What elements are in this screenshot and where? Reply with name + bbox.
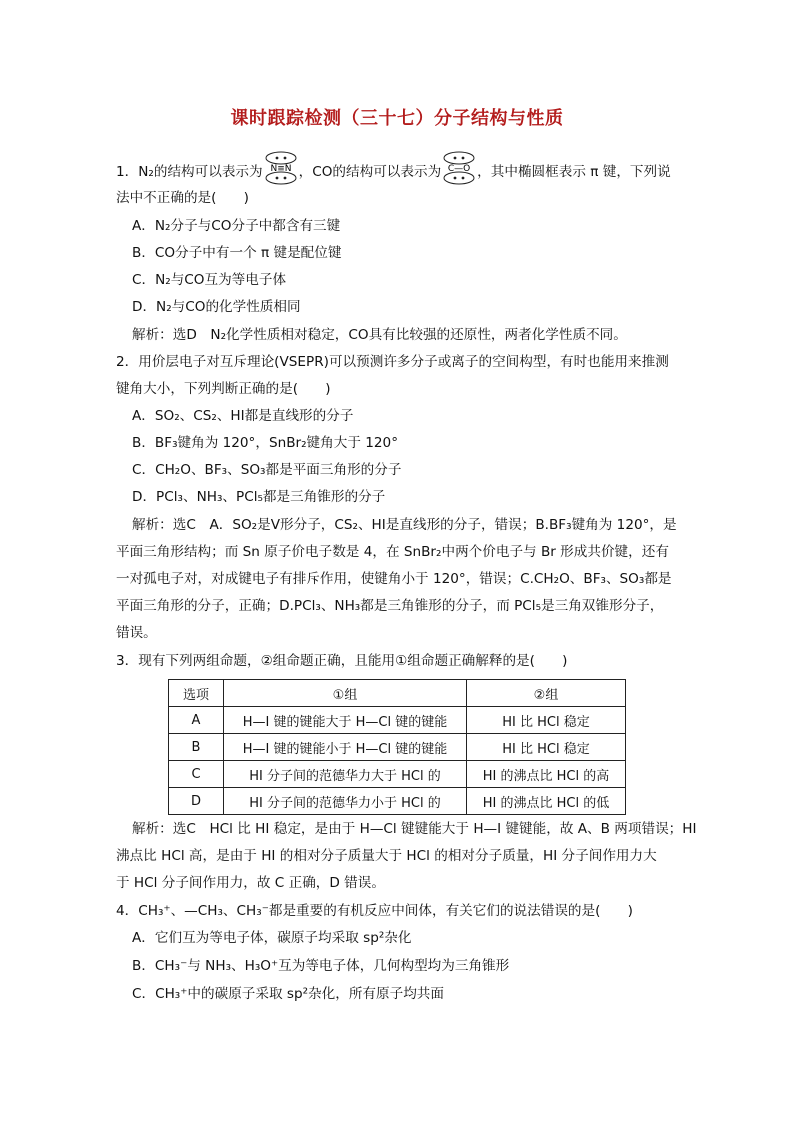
q3-explanation-line2: 沸点比 HCl 高，是由于 HI 的相对分子质量大于 HCl 的相对分子质量，HI 分子间作用力大 (116, 848, 657, 864)
q1-explanation: 解析：选D N₂化学性质相对稳定，CO具有比较强的还原性，两者化学性质不同。 (132, 327, 627, 343)
q2-option-d: D．PCl₃、NH₃、PCl₅都是三角锥形的分子 (132, 489, 386, 505)
q3-table-header-row (169, 680, 626, 707)
q2-option-b: B．BF₃键角为 120°，SnBr₂键角大于 120° (132, 435, 399, 451)
q2-stem-line1: 2．用价层电子对互斥理论(VSEPR)可以预测许多分子或离子的空间构型，有时也能用来推测 (116, 354, 669, 370)
table-row (169, 734, 626, 761)
q3-cell-group1: HI 分子间的范德华力大于 HCl 的 (224, 761, 467, 788)
q4-stem: 4．CH₃⁺、—CH₃、CH₃⁻都是重要的有机反应中间体，有关它们的说法错误的是( ) (116, 903, 633, 919)
q1-stem-part1: 1．N₂的结构可以表示为 (116, 164, 263, 180)
q1-stem-line2: 法中不正确的是( ) (116, 190, 249, 206)
q3-header-group2: ②组 (467, 680, 626, 707)
co-pi-ellipse-top (444, 152, 474, 164)
q1-stem-part2: ，CO的结构可以表示为 (298, 164, 442, 180)
q3-cell-label: A (169, 707, 224, 734)
q2-option-c: C．CH₂O、BF₃、SO₃都是平面三角形的分子 (132, 462, 402, 478)
q3-cell-group1: HI 分子间的范德华力小于 HCl 的 (224, 788, 467, 815)
n2-pi-ellipse-top (266, 152, 296, 164)
q2-option-a: A．SO₂、CS₂、HI都是直线形的分子 (132, 408, 354, 424)
page-title: 课时跟踪检测（三十七）分子结构与性质 (230, 108, 564, 129)
table-row (169, 788, 626, 815)
q1-stem-line1 (116, 162, 684, 181)
q3-cell-label: C (169, 761, 224, 788)
q3-cell-group2: HI 比 HCl 稳定 (467, 734, 626, 761)
q4-option-c: C．CH₃⁺中的碳原子采取 sp²杂化，所有原子均共面 (132, 986, 444, 1002)
q3-header-group1: ①组 (224, 680, 467, 707)
q4-option-a: A．它们互为等电子体，碳原子均采取 sp²杂化 (132, 930, 412, 946)
q3-table (168, 679, 626, 815)
q2-explanation-line3: 一对孤电子对，对成键电子有排斥作用，使键角小于 120°，错误；C.CH₂O、BF₃、SO₃都是 (116, 571, 672, 587)
q1-option-d: D．N₂与CO的化学性质相同 (132, 299, 301, 315)
q3-cell-label: B (169, 734, 224, 761)
co-structure-diagram (442, 162, 476, 180)
n2-structure-svg (264, 150, 298, 184)
q3-stem: 3．现有下列两组命题，②组命题正确，且能用①组命题正确解释的是( ) (116, 653, 568, 669)
q2-explanation-line1: 解析：选C A．SO₂是V形分子，CS₂、HI是直线形的分子，错误；B.BF₃键角为 120°，是 (132, 517, 677, 533)
q3-explanation-line1: 解析：选C HCl 比 HI 稳定，是由于 H—Cl 键键能大于 H—I 键键能，故 A、B 两项错误；HI (132, 821, 697, 837)
q3-cell-group2: HI 的沸点比 HCl 的低 (467, 788, 626, 815)
q3-cell-group2: HI 的沸点比 HCl 的高 (467, 761, 626, 788)
q4-option-b: B．CH₃⁻与 NH₃、H₃O⁺互为等电子体，几何构型均为三角锥形 (132, 958, 510, 974)
table-row (169, 707, 626, 734)
q1-stem-part3: ，其中椭圆框表示 π 键，下列说 (477, 164, 671, 180)
q1-option-a: A．N₂分子与CO分子中都含有三键 (132, 218, 341, 234)
n2-structure-diagram (264, 162, 298, 180)
q2-stem-line2: 键角大小，下列判断正确的是( ) (116, 381, 331, 397)
q1-option-c: C．N₂与CO互为等电子体 (132, 272, 287, 288)
q3-cell-group1: H—I 键的键能大于 H—Cl 键的键能 (224, 707, 467, 734)
q2-explanation-line2: 平面三角形结构；而 Sn 原子价电子数是 4，在 SnBr₂中两个价电子与 Br 形成共价键，还有 (116, 544, 669, 560)
table-row (169, 761, 626, 788)
q3-cell-group1: H—I 键的键能小于 H—Cl 键的键能 (224, 734, 467, 761)
q2-explanation-line4: 平面三角形的分子，正确；D.PCl₃、NH₃都是三角锥形的分子，而 PCl₅是三角双锥形分子， (116, 598, 664, 614)
q2-explanation-line5: 错误。 (116, 625, 157, 641)
q3-header-option: 选项 (169, 680, 224, 707)
co-bond-label: C—O (447, 164, 471, 174)
q3-cell-label: D (169, 788, 224, 815)
co-structure-svg (442, 150, 476, 184)
q1-option-b: B．CO分子中有一个 π 键是配位键 (132, 245, 342, 261)
q3-cell-group2: HI 比 HCl 稳定 (467, 707, 626, 734)
q3-explanation-line3: 于 HCl 分子间作用力，故 C 正确，D 错误。 (116, 875, 385, 891)
n2-bond-label: N≡N (270, 164, 292, 174)
